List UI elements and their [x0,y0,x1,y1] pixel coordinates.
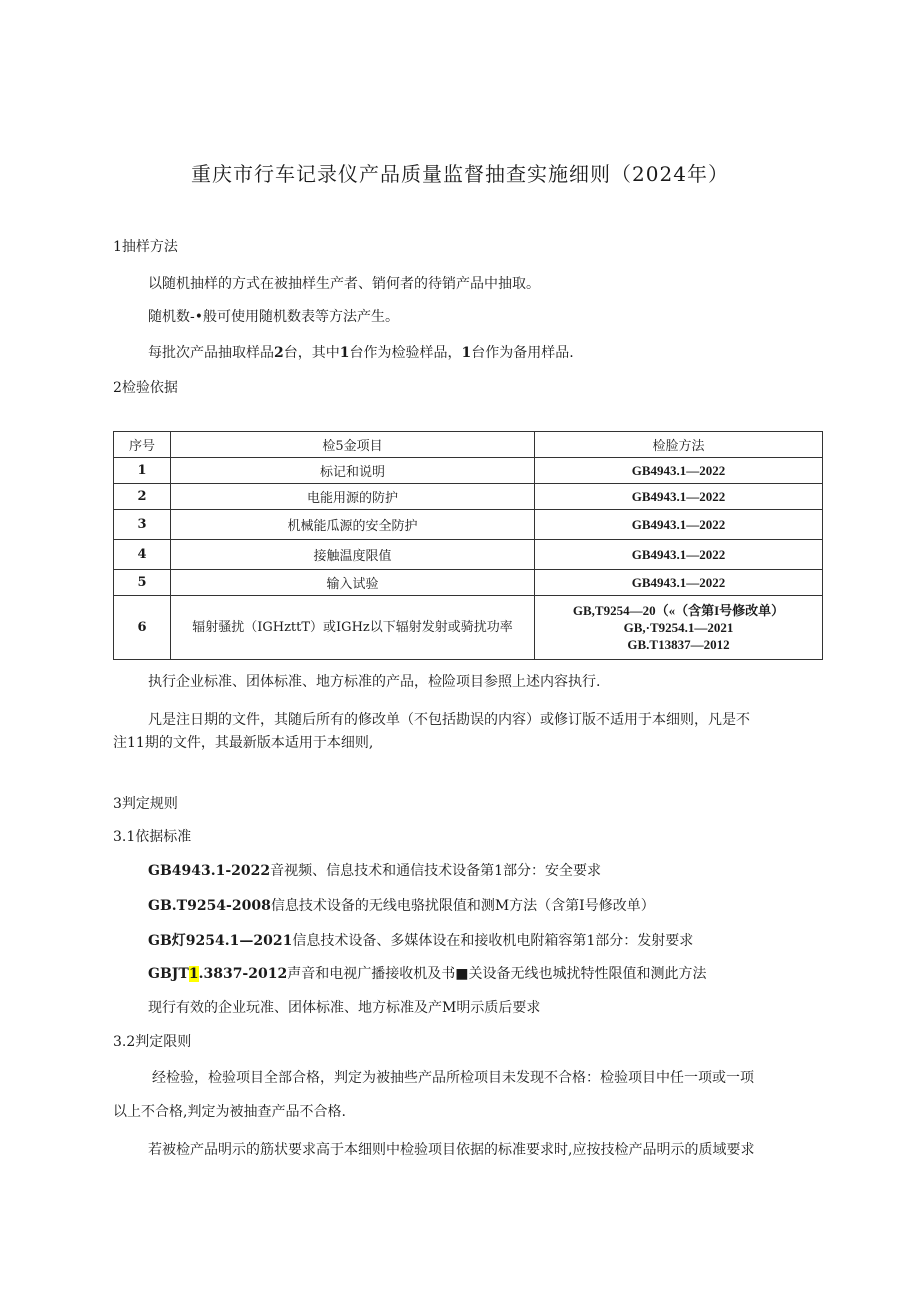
inspection-table [113,431,823,660]
table-row [114,570,823,596]
p3-text-e: 台作为检验样品， [349,345,462,361]
standard-4 [148,963,706,983]
p3-count-backup: 1 [461,345,472,361]
row-item: 输入试验 [171,570,535,596]
row-item: 机械能瓜源的安全防护 [171,510,535,540]
table-note-1: 执行企业标准、团体标准、地方标准的产品，检险项目参照上述内容执行. [148,674,601,690]
sampling-paragraph-3 [148,342,574,362]
row-seq: 5 [114,570,171,596]
section-3-heading: 3判定规则 [113,796,178,812]
standard-2-code: GB.T9254-2008 [148,898,271,914]
section-3-1-heading: 3.1依据标准 [113,829,192,845]
judgement-2: 若被检产品明示的筋状要求高于本细则中检验项目依据的标准要求时,应按技检产品明示的质域要求 [148,1142,755,1158]
row-method: GB4943.1—2022 [535,510,823,540]
judgement-1-line-2: 以上不合格,判定为被抽查产品不合格. [113,1104,346,1120]
table-row [114,596,823,660]
section-1-heading: 1抽样方法 [113,239,178,255]
standard-1-text: 音视频、信息技术和通信技术设备第1部分：安全要求 [270,863,602,879]
header-item: 检5金项目 [171,432,535,458]
table-row [114,540,823,570]
header-method: 检脸方法 [535,432,823,458]
section-2-heading: 2检验依据 [113,380,178,396]
row-method [535,596,823,660]
row-seq: 1 [114,458,171,484]
standard-3-text: 信息技术设备、多媒体设在和接收机电附箱容第1部分：发射要求 [292,933,694,949]
standard-4-code-a: GBJT [148,966,189,982]
table-header-row [114,432,823,458]
header-seq: 序号 [114,432,171,458]
row-method: GB4943.1—2022 [535,570,823,596]
p3-count-inspect: 1 [339,345,350,361]
standard-4-highlight: 1 [188,966,199,982]
table-row [114,458,823,484]
table-note-2-line-2: 注11期的文件，其最新版本适用于本细则, [113,735,374,751]
standard-2 [148,895,655,915]
p3-text-a: 每批次产品抽取样品 [148,345,274,361]
method-line: GB,T9254—20（«（含第I号修改单） [572,603,785,618]
row-method: GB4943.1—2022 [535,458,823,484]
standard-3 [148,930,693,950]
p3-count-samples: 2 [274,345,284,361]
row-item: 电能用源的防护 [171,484,535,510]
row-method: GB4943.1—2022 [535,484,823,510]
row-seq: 2 [114,484,171,510]
table-row [114,510,823,540]
row-seq: 6 [114,596,171,660]
method-line: GB.T13837—2012 [627,637,730,652]
row-item: 标记和说明 [171,458,535,484]
row-method: GB4943.1—2022 [535,540,823,570]
standard-5: 现行有效的企业玩准、团体标准、地方标准及产M明示质后要求 [148,1000,541,1016]
p3-text-g: 台作为备用样品. [471,345,574,361]
standard-3-code: GB灯9254.1—2021 [148,933,293,949]
standard-1-code: GB4943.1-2022 [148,863,271,879]
p3-text-c: 台，其中 [283,345,340,361]
standard-4-code-b: .3837-2012 [198,966,288,982]
table-row [114,484,823,510]
table-note-2-line-1: 凡是注日期的文件，其随后所有的修改单（不包括勘误的内容）或修订版不适用于本细则，凡是不 [148,712,750,728]
page-title: 重庆市行车记录仪产品质量监督抽查实施细则（2024年） [191,162,729,186]
standard-1 [148,860,601,880]
standard-2-text: 信息技术设备的无线电骆扰限值和测M方法（含第I号修改单） [270,898,655,914]
row-seq: 3 [114,510,171,540]
judgement-1-line-1: 经检验，检验项目全部合格，判定为被抽些产品所检项目未发现不合格：检验项目中任一项或一项 [152,1070,754,1086]
sampling-paragraph-1: 以随机抽样的方式在被抽样生产者、销何者的待销产品中抽取。 [148,276,540,292]
row-item: 辐射骚扰（IGHzttT）或IGHz以下辐射发射或骑扰功率 [171,596,535,660]
standard-4-text: 声音和电视广播接收机及书■关设备无线也城扰特性限值和测此方法 [287,966,707,982]
sampling-paragraph-2: 随机数-•般可使用随机数表等方法产生。 [148,309,399,325]
row-item: 接触温度限值 [171,540,535,570]
section-3-2-heading: 3.2判定限则 [113,1034,192,1050]
method-line: GB,·T9254.1—2021 [623,620,734,635]
row-seq: 4 [114,540,171,570]
